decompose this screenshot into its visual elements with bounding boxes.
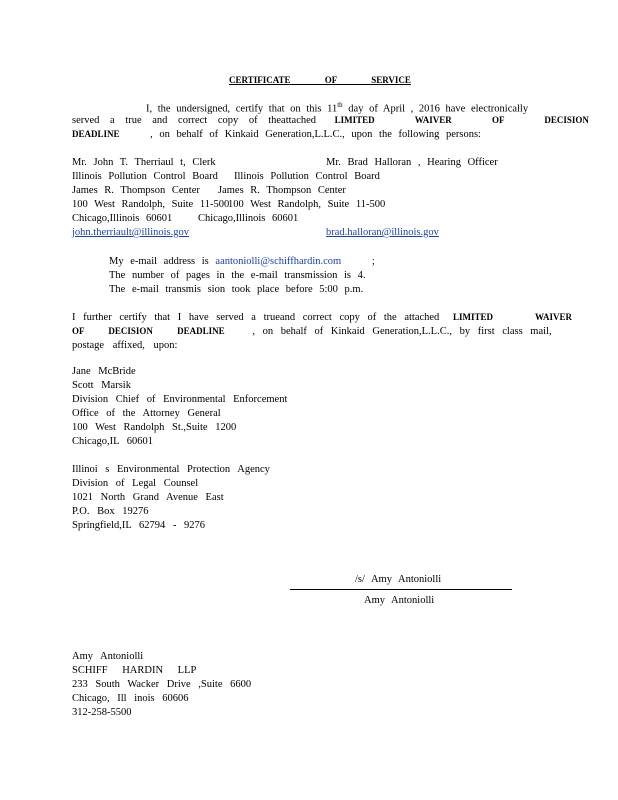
mail-recipient-line: Jane McBride bbox=[72, 366, 136, 377]
mail-recipient-line: 1021 North Grand Avenue East bbox=[72, 492, 224, 503]
email-info-line-1 bbox=[109, 255, 375, 269]
recipient-right-line: Illinois Pollution Control Board bbox=[234, 171, 380, 182]
sender-name: Amy Antoniolli bbox=[72, 651, 144, 662]
intro-line-1 bbox=[146, 101, 528, 115]
sender-firm: SCHIFF HARDIN LLP bbox=[72, 665, 197, 676]
signature-line bbox=[290, 589, 512, 590]
recipient-left-email-link[interactable]: john.therriault@illinois.gov bbox=[72, 227, 189, 238]
mail-recipient-1 bbox=[72, 365, 287, 449]
intro-line-1-post: day of April , 2016 have electronically bbox=[348, 103, 529, 115]
email-info bbox=[109, 255, 375, 297]
mail-recipient-line: Office of the Attorney General bbox=[72, 408, 221, 419]
recipient-right-line: 100 West Randolph, Suite 11-500 bbox=[228, 199, 386, 210]
intro-line-2 bbox=[72, 115, 589, 126]
sender-block bbox=[72, 650, 251, 720]
intro-line-3-post: , on behalf of Kinkaid Generation,L.L.C., upon the following persons: bbox=[150, 129, 481, 140]
mail-recipient-line: Illinoi s Environmental Protection Agency bbox=[72, 464, 270, 475]
mail-recipient-line: 100 West Randolph St.,Suite 1200 bbox=[72, 422, 237, 433]
sender-city: Chicago, Ill inois 60606 bbox=[72, 693, 189, 704]
further-doc-title-b: OF DECISION DEADLINE bbox=[72, 326, 225, 336]
further-line-2-post: , on behalf of Kinkaid Generation,L.L.C., by first class mail, bbox=[252, 326, 552, 337]
email-info-line-2: The number of pages in the e-mail transmission is 4. bbox=[109, 270, 366, 281]
further-line-2 bbox=[72, 326, 552, 337]
further-line-1 bbox=[72, 312, 572, 323]
email-info-line-3: The e-mail transmis sion took place before 5:00 p.m. bbox=[109, 284, 364, 295]
recipient-right-line: Mr. Brad Halloran , Hearing Officer bbox=[326, 157, 498, 168]
mail-recipient-line: Springfield,IL 62794 - 9276 bbox=[72, 520, 206, 531]
mail-recipient-2 bbox=[72, 463, 270, 533]
further-line-1-pre: I further certify that I have served a trueand correct copy of the attached bbox=[72, 312, 440, 323]
signature-name: Amy Antoniolli bbox=[364, 595, 435, 606]
recipient-right-line: Chicago,Illinois 60601 bbox=[198, 213, 299, 224]
sender-phone: 312-258-5500 bbox=[72, 707, 132, 718]
mail-recipient-line: Division of Legal Counsel bbox=[72, 478, 199, 489]
recipient-right bbox=[198, 156, 498, 240]
recipient-right-line: James R. Thompson Center bbox=[218, 185, 346, 196]
mail-recipient-line: P.O. Box 19276 bbox=[72, 506, 149, 517]
mail-recipient-line: Chicago,IL 60601 bbox=[72, 436, 154, 447]
mail-recipient-line: Division Chief of Environmental Enforcement bbox=[72, 394, 288, 405]
intro-line-2-pre: served a true and correct copy of theattached bbox=[72, 115, 317, 126]
recipient-left-line: James R. Thompson Center bbox=[72, 185, 200, 196]
intro-superscript: th bbox=[337, 101, 343, 109]
sender-email-link[interactable]: aantoniolli@schiffhardin.com bbox=[215, 256, 342, 267]
intro-doc-title-a: LIMITED WAIVER OF DECISION bbox=[334, 115, 589, 125]
further-line-3: postage affixed, upon: bbox=[72, 340, 178, 351]
mail-recipient-line: Scott Marsik bbox=[72, 380, 131, 391]
further-doc-title-a: LIMITED WAIVER bbox=[452, 312, 573, 322]
recipient-left bbox=[72, 156, 229, 240]
signature-signed: /s/ Amy Antoniolli bbox=[355, 574, 442, 585]
recipient-left-line: Mr. John T. Therriaul t, Clerk bbox=[72, 157, 216, 168]
intro-line-1-pre: I, the undersigned, certify that on this 11 bbox=[146, 103, 338, 115]
page-title: CERTIFICATE OF SERVICE bbox=[229, 75, 411, 85]
sender-address: 233 South Wacker Drive ,Suite 6600 bbox=[72, 679, 252, 690]
email-info-label: My e-mail address is bbox=[109, 256, 209, 267]
recipient-right-email-link[interactable]: brad.halloran@illinois.gov bbox=[326, 227, 439, 238]
email-info-semicolon: ; bbox=[371, 256, 375, 267]
recipient-left-line: 100 West Randolph, Suite 11-500 bbox=[72, 199, 230, 210]
intro-doc-title-b: DEADLINE bbox=[72, 129, 120, 139]
intro-line-3 bbox=[72, 129, 481, 140]
recipient-left-line: Chicago,Illinois 60601 bbox=[72, 213, 173, 224]
recipient-left-line: Illinois Pollution Control Board bbox=[72, 171, 218, 182]
